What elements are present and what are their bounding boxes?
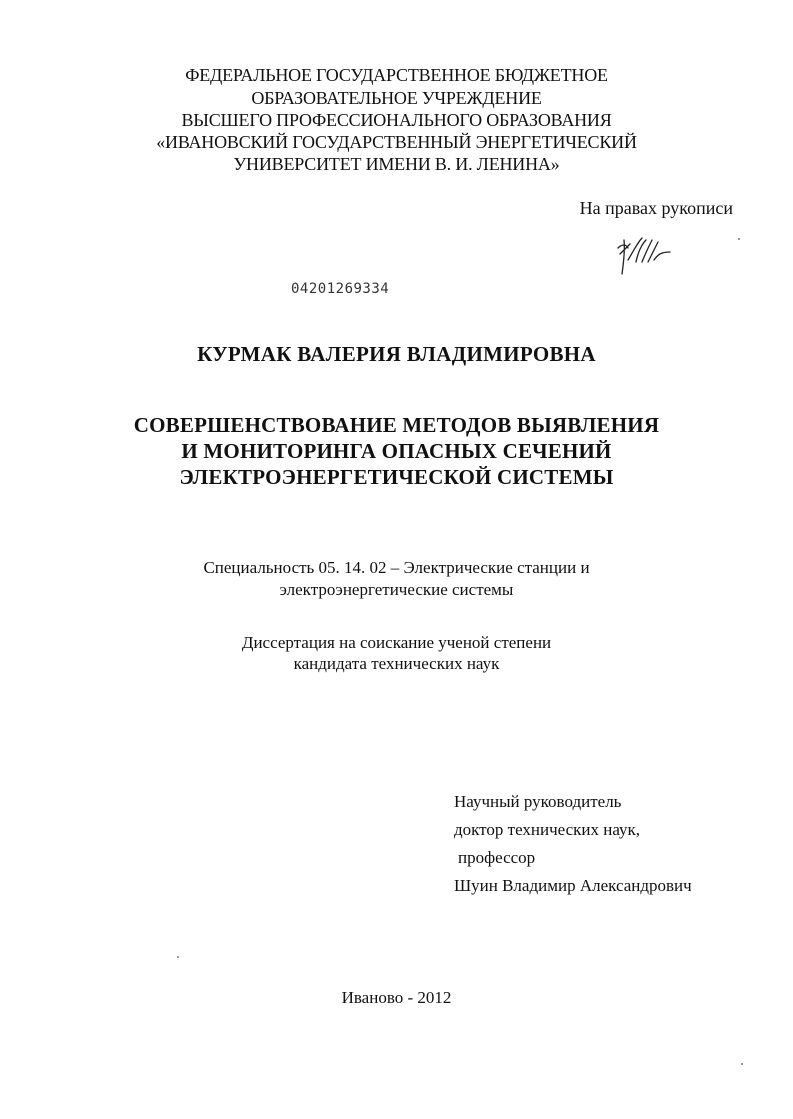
institution-line-2: ОБРАЗОВАТЕЛЬНОЕ УЧРЕЖДЕНИЕ: [251, 88, 542, 108]
scan-speck: [738, 238, 740, 240]
institution-line-4: «ИВАНОВСКИЙ ГОСУДАРСТВЕННЫЙ ЭНЕРГЕТИЧЕСКИЙ: [156, 132, 637, 152]
supervisor-rank: профессор: [458, 848, 536, 867]
title-line-2: И МОНИТОРИНГА ОПАСНЫХ СЕЧЕНИЙ: [181, 439, 612, 463]
supervisor-name: Шуин Владимир Александрович: [454, 876, 692, 895]
specialty-line-2: электроэнергетические системы: [279, 580, 514, 599]
institution-line-1: ФЕДЕРАЛЬНОЕ ГОСУДАРСТВЕННОЕ БЮДЖЕТНОЕ: [185, 65, 608, 85]
registration-number: 04201269334: [291, 281, 390, 297]
degree-line-2: кандидата технических наук: [293, 654, 500, 673]
supervisor-degree: доктор технических наук,: [454, 820, 641, 839]
institution-line-3: ВЫСШЕГО ПРОФЕССИОНАЛЬНОГО ОБРАЗОВАНИЯ: [181, 110, 612, 130]
specialty-line-1: Специальность 05. 14. 02 – Электрические станции и: [203, 558, 590, 577]
degree-line-1: Диссертация на соискание ученой степени: [241, 633, 552, 652]
author-name: КУРМАК ВАЛЕРИЯ ВЛАДИМИРОВНА: [197, 342, 596, 366]
title-line-1: СОВЕРШЕНСТВОВАНИЕ МЕТОДОВ ВЫЯВЛЕНИЯ: [133, 413, 660, 437]
scan-speck: [741, 1063, 743, 1065]
title-line-3: ЭЛЕКТРОЭНЕРГЕТИЧЕСКОЙ СИСТЕМЫ: [179, 465, 614, 489]
place-year: Иваново - 2012: [341, 988, 452, 1007]
signature-mark: [612, 230, 682, 280]
institution-line-5: УНИВЕРСИТЕТ ИМЕНИ В. И. ЛЕНИНА»: [233, 154, 560, 174]
manuscript-note: На правах рукописи: [579, 198, 733, 218]
supervisor-role: Научный руководитель: [454, 792, 622, 811]
scan-speck: [177, 956, 179, 958]
